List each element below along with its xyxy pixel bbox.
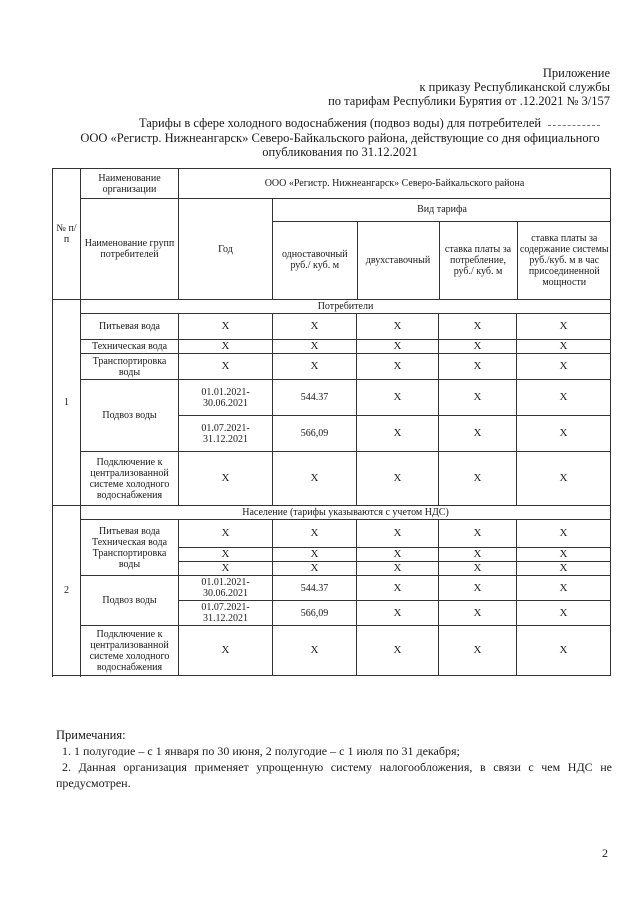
not-applicable-mark: X [439,416,517,452]
not-applicable-mark: X [439,601,517,626]
not-applicable-mark: X [439,562,517,576]
period-h2-population: 01.07.2021-31.12.2021 [179,601,273,626]
row-water-delivery-population: Подвоз воды [81,576,179,626]
not-applicable-mark: X [439,626,517,676]
tariff-col-double: двухставочный [357,221,439,299]
section-1-number: 1 [53,300,81,506]
not-applicable-mark: X [517,562,611,576]
not-applicable-mark: X [517,354,611,380]
delivery-tariff-h2-population: 566,09 [273,601,357,626]
delivery-tariff-h2: 566,09 [273,416,357,452]
group-label: Наименование групп потребителей [81,199,179,300]
not-applicable-mark: X [179,548,273,562]
title-line-2: ООО «Регистр. Нижнеангарск» Северо-Байкальского района, действующие со дня официального [80,130,600,145]
note-2-line-1: 2. Данная организация применяет упрощенную систему налогообложения, в связи с чем НДС не [62,760,612,774]
not-applicable-mark: X [179,340,273,354]
note-2-line-2: предусмотрен. [56,776,131,790]
not-applicable-mark: X [179,626,273,676]
not-applicable-mark: X [517,314,611,340]
appendix-line-1: Приложение [542,66,610,80]
not-applicable-mark: X [273,520,357,548]
section-2-title: Население (тарифы указываются с учетом НДС) [81,506,611,520]
notes-heading: Примечания: [56,728,126,742]
row-connection: Подключение к централизованной системе холодного водоснабжения [81,452,179,506]
year-label: Год [179,199,273,300]
notes [56,727,612,791]
not-applicable-mark: X [179,562,273,576]
period-h1: 01.01.2021-30.06.2021 [179,380,273,416]
delivery-tariff-h1: 544.37 [273,380,357,416]
not-applicable-mark: X [357,380,439,416]
not-applicable-mark: X [357,626,439,676]
tariff-col-single: одноставочный руб./ куб. м [273,221,357,299]
not-applicable-mark: X [517,340,611,354]
not-applicable-mark: X [357,576,439,601]
not-applicable-mark: X [439,520,517,548]
row-water-delivery: Подвоз воды [81,380,179,452]
not-applicable-mark: X [179,452,273,506]
tariff-table [52,168,611,676]
not-applicable-mark: X [517,576,611,601]
tariff-col-maintenance: ставка платы за содержание системы руб./куб. м в час присоединенной мощности [519,232,609,288]
appendix-line-2: к приказу Республиканской службы [419,80,610,94]
org-value: ООО «Регистр. Нижнеангарск» Северо-Байкальского района [179,169,611,199]
not-applicable-mark: X [357,354,439,380]
period-h2: 01.07.2021-31.12.2021 [179,416,273,452]
not-applicable-mark: X [273,340,357,354]
not-applicable-mark: X [357,340,439,354]
section-1-title: Потребители [81,300,611,314]
not-applicable-mark: X [517,452,611,506]
period-h1-population: 01.01.2021-30.06.2021 [179,576,273,601]
not-applicable-mark: X [357,562,439,576]
not-applicable-mark: X [439,548,517,562]
row-combined-water: Питьевая вода Техническая вода Транспортировка воды [81,520,179,576]
not-applicable-mark: X [179,314,273,340]
document-title [60,116,620,160]
page-number: 2 [602,846,608,860]
not-applicable-mark: X [357,314,439,340]
not-applicable-mark: X [273,626,357,676]
not-applicable-mark: X [273,354,357,380]
not-applicable-mark: X [439,380,517,416]
not-applicable-mark: X [357,520,439,548]
not-applicable-mark: X [439,576,517,601]
row-connection-population: Подключение к централизованной системе холодного водоснабжения [81,626,179,676]
org-label: Наименование организации [81,169,179,199]
not-applicable-mark: X [517,520,611,548]
not-applicable-mark: X [439,340,517,354]
title-line-1: Тарифы в сфере холодного водоснабжения (подвоз воды) для потребителей [138,116,542,130]
not-applicable-mark: X [357,601,439,626]
not-applicable-mark: X [517,601,611,626]
appendix-header [290,66,610,108]
row-water-transport: Транспортировка воды [81,354,179,380]
not-applicable-mark: X [517,548,611,562]
not-applicable-mark: X [357,548,439,562]
tariff-col-consumption: ставка платы за потребление, руб./ куб. м [439,221,517,299]
delivery-tariff-h1-population: 544.37 [273,576,357,601]
not-applicable-mark: X [357,452,439,506]
not-applicable-mark: X [517,416,611,452]
not-applicable-mark: X [273,548,357,562]
not-applicable-mark: X [179,354,273,380]
not-applicable-mark: X [357,416,439,452]
title-line-3: опубликования по 31.12.2021 [262,145,418,159]
appendix-line-3: по тарифам Республики Бурятия от .12.2021 № 3/157 [328,94,610,108]
not-applicable-mark: X [439,314,517,340]
row-technical-water: Техническая вода [81,340,179,354]
not-applicable-mark: X [517,626,611,676]
not-applicable-mark: X [273,562,357,576]
not-applicable-mark: X [439,354,517,380]
not-applicable-mark: X [439,452,517,506]
row-drinking-water: Питьевая вода [81,314,179,340]
not-applicable-mark: X [517,380,611,416]
tariff-kind-header: Вид тарифа [273,199,611,221]
not-applicable-mark: X [273,314,357,340]
note-1: 1. 1 полугодие – с 1 января по 30 июня, 2 полугодие – с 1 июля по 31 декабря; [62,744,460,758]
not-applicable-mark: X [273,452,357,506]
section-2-number: 2 [53,506,81,676]
not-applicable-mark: X [179,520,273,548]
col-number-header: № п/п [53,169,81,300]
